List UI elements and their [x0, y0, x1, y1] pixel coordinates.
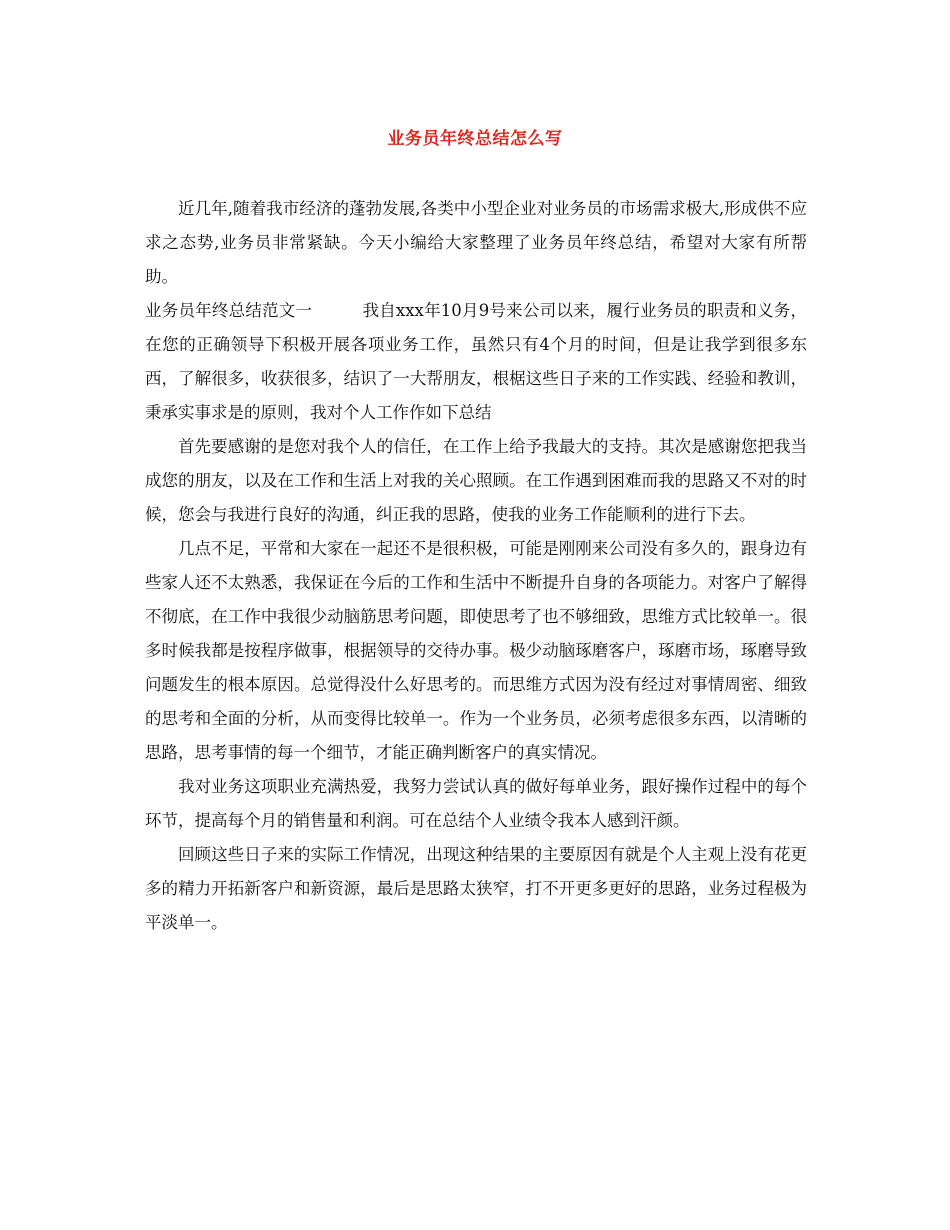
intro-paragraph: 近几年,随着我市经济的蓬勃发展,各类中小型企业对业务员的市场需求极大,形成供不应求之态势,业务员非常紧缺。今天小编给大家整理了业务员年终总结，希望对大家有所帮助。: [145, 199, 807, 286]
sample-paragraph: [145, 294, 807, 430]
paragraph-passion: 我对业务这项职业充满热爱，我努力尝试认真的做好每单业务，跟好操作过程中的每个环节，提高每个月的销售量和利润。可在总结个人业绩令我本人感到汗颜。: [145, 777, 807, 830]
paragraph-thanks: 首先要感谢的是您对我个人的信任，在工作上给予我最大的支持。其次是感谢您把我当成您的朋友，以及在工作和生活上对我的关心照顾。在工作遇到困难而我的思路又不对的时候，您会与我进行良好的沟通，纠正我的思路，使我的业务工作能顺利的进行下去。: [145, 437, 807, 524]
sample-first-text: 我自xxx年10月9号来公司以来，履行业务员的职责和义务，在您的正确领导下积极开展各项业务工作，虽然只有4个月的时间，但是让我学到很多东西，了解很多，收获很多，结识了一大帮朋友，根椐这些日子来的工作实践、经验和教训，秉承实事求是的原则，我对个人工作作如下总结: [145, 301, 807, 422]
document-title: 业务员年终总结怎么写: [387, 129, 563, 149]
document-body: [145, 192, 807, 940]
sample-heading: 业务员年终总结范文一: [145, 301, 313, 320]
paragraph-shortcomings: 几点不足，平常和大家在一起还不是很积极，可能是刚刚来公司没有多久的，跟身边有些家人还不太熟悉，我保证在今后的工作和生活中不断提升自身的各项能力。对客户了解得不彻底，在工作中我很少动脑筋思考问题，即使思考了也不够细致，思维方式比较单一。很多时候我都是按程序做事，根据领导的交待办事。极少动脑琢磨客户，琢磨市场，琢磨导致问题发生的根本原因。总觉得没什么好思考的。而思维方式因为没有经过对事情周密、细致的思考和全面的分析，从而变得比较单一。作为一个业务员，必须考虑很多东西，以清晰的思路，思考事情的每一个细节，才能正确判断客户的真实情况。: [145, 539, 807, 762]
paragraph-review: 回顾这些日子来的实际工作情况，出现这种结果的主要原因有就是个人主观上没有花更多的精力开拓新客户和新资源，最后是思路太狭窄，打不开更多更好的思路，业务过程极为平淡单一。: [145, 845, 807, 932]
